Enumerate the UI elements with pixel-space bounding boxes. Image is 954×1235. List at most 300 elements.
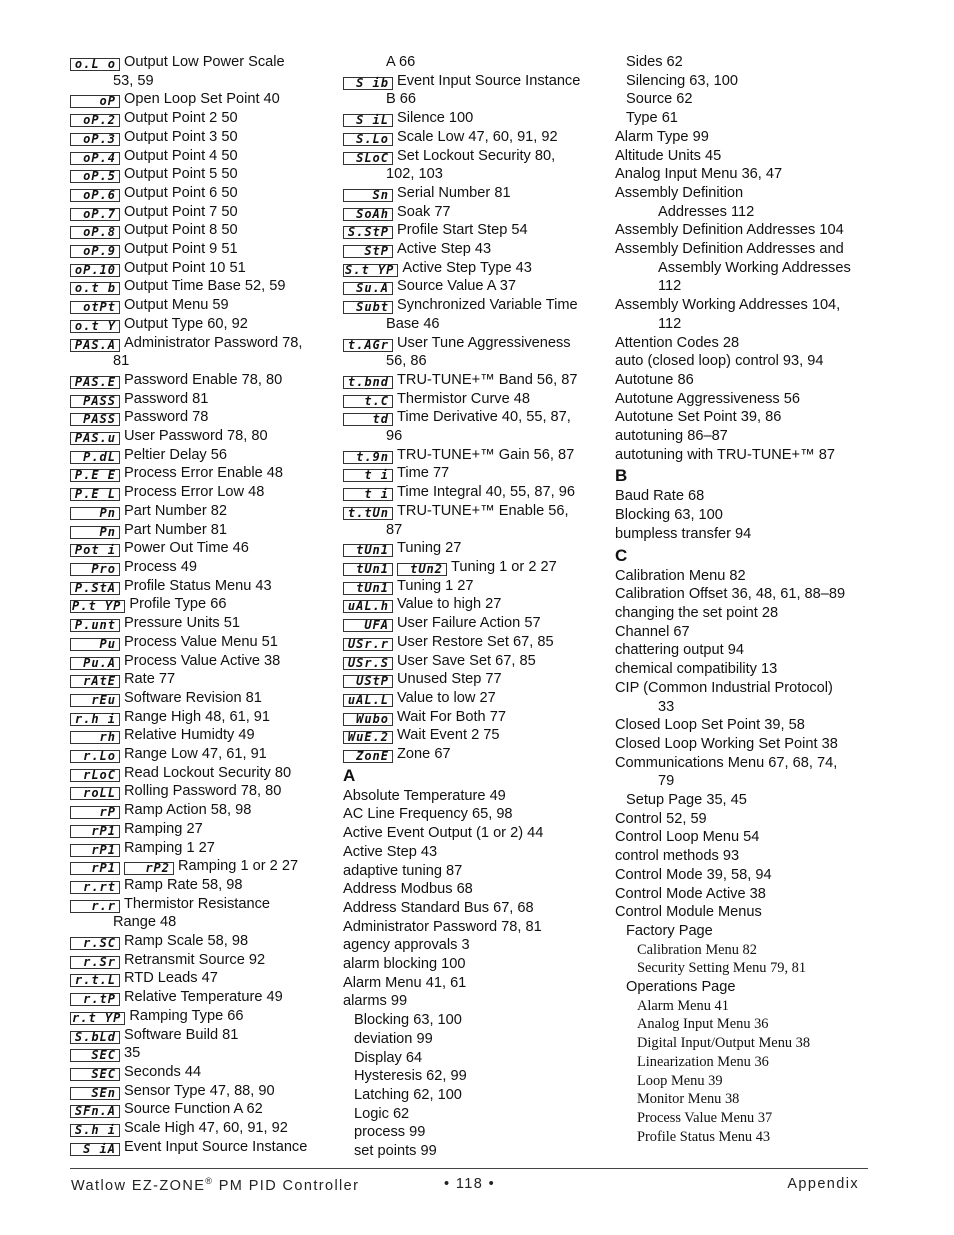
index-entry xyxy=(70,109,332,128)
footer-rule xyxy=(70,1168,868,1169)
entry-text: Assembly Definition Addresses 104 xyxy=(615,222,844,239)
index-entry xyxy=(615,1015,873,1034)
entry-continuation: A 66 xyxy=(386,54,416,70)
index-entry xyxy=(615,903,873,922)
entry-text: User Tune Aggressiveness xyxy=(397,334,571,351)
footer-section: Appendix xyxy=(787,1176,859,1192)
index-entry xyxy=(343,899,605,918)
index-entry xyxy=(70,857,332,876)
display-code-icon: r.r xyxy=(70,900,120,913)
entry-text: Closed Loop Set Point 39, 58 xyxy=(615,717,805,734)
display-code-icon: oP.2 xyxy=(70,114,120,127)
display-code-icon: Wubo xyxy=(343,713,393,726)
entry-text: Password 78 xyxy=(124,409,209,426)
index-entry xyxy=(343,296,605,315)
index-entry xyxy=(343,128,605,147)
display-code-icon: S.bLd xyxy=(70,1031,120,1044)
display-code-icon: tUn1 xyxy=(343,544,393,557)
index-entry xyxy=(615,922,873,941)
entry-text: Scale Low 47, 60, 91, 92 xyxy=(397,128,558,145)
display-code-icon: oP xyxy=(70,95,120,108)
entry-text: autotuning with TRU-TUNE+™ 87 xyxy=(615,446,835,463)
display-code-icon: o.t b xyxy=(70,282,120,295)
index-entry xyxy=(615,959,873,978)
index-entry xyxy=(70,1119,332,1138)
index-entry xyxy=(343,1086,605,1105)
entry-text: Alarm Type 99 xyxy=(615,128,709,145)
index-entry xyxy=(615,885,873,904)
display-code-icon: UStP xyxy=(343,675,393,688)
entry-text: Output Menu 59 xyxy=(124,297,229,314)
index-entry xyxy=(615,754,873,773)
display-code-icon: USr.r xyxy=(343,638,393,651)
display-code-icon: Pot i xyxy=(70,544,120,557)
index-entry xyxy=(343,787,605,806)
index-entry xyxy=(70,876,332,895)
entry-text: Output Time Base 52, 59 xyxy=(124,278,286,295)
display-code-icon: P.E E xyxy=(70,469,120,482)
index-entry xyxy=(70,1044,332,1063)
index-entry xyxy=(343,670,605,689)
entry-text: Ramp Action 58, 98 xyxy=(124,802,252,819)
entry-text: process 99 xyxy=(354,1124,426,1141)
entry-text: alarms 99 xyxy=(343,993,408,1010)
display-code-icon: Pn xyxy=(70,507,120,520)
display-code-icon: r.t.L xyxy=(70,974,120,987)
entry-text: Ramping 27 xyxy=(124,820,203,837)
display-code-icon: tUn1 xyxy=(343,582,393,595)
display-code-icon: t.C xyxy=(343,395,393,408)
entry-text: Output Point 6 50 xyxy=(124,184,238,201)
entry-text: Operations Page xyxy=(626,979,736,996)
index-entry xyxy=(615,147,873,166)
index-entry xyxy=(343,446,605,465)
display-code-icon: oP.5 xyxy=(70,170,120,183)
entry-text: Administrator Password 78, 81 xyxy=(343,918,542,935)
index-entry xyxy=(70,446,332,465)
entry-text: User Restore Set 67, 85 xyxy=(397,633,554,650)
index-entry xyxy=(343,558,605,577)
entry-text: Process Value Active 38 xyxy=(124,652,281,669)
page-number: • 118 • xyxy=(444,1176,496,1192)
index-entry xyxy=(343,109,605,128)
display-code-icon: rP xyxy=(70,806,120,819)
display-code-icon: rP1 xyxy=(70,844,120,857)
display-code-icon: PASS xyxy=(70,413,120,426)
display-code-icon: S ib xyxy=(343,77,393,90)
index-entry xyxy=(343,974,605,993)
entry-text: Linearization Menu 36 xyxy=(637,1053,769,1070)
index-entry xyxy=(343,862,605,881)
index-entry xyxy=(70,259,332,278)
entry-text: Control Module Menus xyxy=(615,904,762,921)
entry-text: Attention Codes 28 xyxy=(615,334,740,351)
display-code-icon: PASS xyxy=(70,395,120,408)
entry-text: Profile Start Step 54 xyxy=(397,222,528,239)
index-entry xyxy=(343,483,605,502)
entry-text: Address Standard Bus 67, 68 xyxy=(343,899,534,916)
entry-text: Power Out Time 46 xyxy=(124,540,249,557)
index-entry xyxy=(615,828,873,847)
index-entry xyxy=(343,1011,605,1030)
index-entry xyxy=(70,464,332,483)
display-code-icon: oP.8 xyxy=(70,226,120,239)
entry-text: Blocking 63, 100 xyxy=(354,1012,462,1029)
index-entry xyxy=(615,679,873,698)
entry-text: Control 52, 59 xyxy=(615,810,707,827)
entry-text: Unused Step 77 xyxy=(397,671,502,688)
index-entry xyxy=(70,951,332,970)
index-entry xyxy=(615,408,873,427)
index-entry xyxy=(615,941,873,960)
entry-text: Ramping 1 or 2 27 xyxy=(178,858,299,875)
entry-text: Set Lockout Security 80, xyxy=(397,147,556,164)
entry-text: Display 64 xyxy=(354,1049,423,1066)
entry-continuation: B 66 xyxy=(386,91,417,108)
entry-text: Read Lockout Security 80 xyxy=(124,764,292,781)
index-entry xyxy=(615,716,873,735)
index-entry xyxy=(615,427,873,446)
index-entry xyxy=(70,334,332,353)
index-entry xyxy=(343,464,605,483)
index-entry xyxy=(70,165,332,184)
entry-text: Password Enable 78, 80 xyxy=(124,371,283,388)
entry-text: bumpless transfer 94 xyxy=(615,525,752,542)
entry-text: Alarm Menu 41, 61 xyxy=(343,974,467,991)
entry-text: Profile Status Menu 43 xyxy=(637,1128,771,1145)
index-entry xyxy=(615,352,873,371)
index-entry xyxy=(615,390,873,409)
entry-text: Ramp Rate 58, 98 xyxy=(124,876,243,893)
display-code-icon: S.h i xyxy=(70,1124,120,1137)
entry-text: Baud Rate 68 xyxy=(615,488,705,505)
entry-continuation: Addresses 112 xyxy=(658,203,755,220)
entry-text: Calibration Menu 82 xyxy=(615,567,746,584)
entry-text: AC Line Frequency 65, 98 xyxy=(343,806,513,823)
index-entry xyxy=(343,614,605,633)
entry-text: Software Revision 81 xyxy=(124,689,262,706)
index-entry xyxy=(70,1063,332,1082)
display-code-icon: SEC xyxy=(70,1049,120,1062)
index-entry xyxy=(343,221,605,240)
display-code-icon: uAL.L xyxy=(343,694,393,707)
display-code-icon: r.h i xyxy=(70,713,120,726)
index-entry xyxy=(70,839,332,858)
entry-text: Silence 100 xyxy=(397,110,474,127)
entry-text: Source Value A 37 xyxy=(397,278,517,295)
index-entry xyxy=(615,1109,873,1128)
index-entry xyxy=(343,259,605,278)
entry-text: Administrator Password 78, xyxy=(124,334,303,351)
index-entry xyxy=(615,604,873,623)
entry-text: agency approvals 3 xyxy=(343,937,470,954)
entry-continuation: 112 xyxy=(658,315,682,332)
display-code-icon: roLL xyxy=(70,787,120,800)
entry-text: Rolling Password 78, 80 xyxy=(124,783,282,800)
entry-text: Analog Input Menu 36 xyxy=(637,1016,769,1033)
index-entry xyxy=(615,221,873,240)
index-entry xyxy=(343,726,605,745)
index-entry xyxy=(343,745,605,764)
index-entry xyxy=(70,652,332,671)
index-entry xyxy=(70,670,332,689)
index-entry xyxy=(343,147,605,166)
entry-text: User Failure Action 57 xyxy=(397,615,541,632)
index-entry xyxy=(70,296,332,315)
index-entry xyxy=(615,446,873,465)
index-column-2 xyxy=(343,53,605,1161)
index-entry xyxy=(343,1067,605,1086)
entry-text: Output Point 5 50 xyxy=(124,166,238,183)
entry-text: set points 99 xyxy=(354,1143,437,1160)
entry-text: Part Number 82 xyxy=(124,502,228,519)
entry-text: Digital Input/Output Menu 38 xyxy=(637,1035,811,1052)
entry-text: Range High 48, 61, 91 xyxy=(124,708,271,725)
display-code-icon: PAS.E xyxy=(70,376,120,389)
index-entry xyxy=(70,820,332,839)
index-entry xyxy=(343,595,605,614)
entry-text: auto (closed loop) control 93, 94 xyxy=(615,353,824,370)
entry-text: Ramp Scale 58, 98 xyxy=(124,933,249,950)
section-letter: B xyxy=(615,466,628,486)
entry-text: Profile Status Menu 43 xyxy=(124,577,272,594)
index-entry xyxy=(615,128,873,147)
index-entry xyxy=(343,240,605,259)
index-entry xyxy=(343,390,605,409)
entry-text: Relative Humidty 49 xyxy=(124,727,255,744)
index-entry xyxy=(70,371,332,390)
display-code-icon: S.t YP xyxy=(343,264,398,277)
index-entry xyxy=(615,1072,873,1091)
entry-text: Output Point 9 51 xyxy=(124,241,238,258)
display-code-icon: oP.7 xyxy=(70,208,120,221)
index-entry xyxy=(343,708,605,727)
entry-text: Alarm Menu 41 xyxy=(637,997,729,1014)
index-entry xyxy=(615,296,873,315)
display-code-icon: r.SC xyxy=(70,937,120,950)
index-entry xyxy=(615,623,873,642)
index-entry xyxy=(70,502,332,521)
entry-text: Ramping 1 27 xyxy=(124,839,215,856)
display-code-icon: oP.9 xyxy=(70,245,120,258)
index-entry xyxy=(615,641,873,660)
entry-text: TRU-TUNE+™ Band 56, 87 xyxy=(397,371,578,388)
entry-text: Relative Temperature 49 xyxy=(124,989,283,1006)
entry-text: Thermistor Curve 48 xyxy=(397,390,531,407)
entry-text: Active Step 43 xyxy=(397,241,492,258)
index-entry xyxy=(343,992,605,1011)
entry-continuation: 96 xyxy=(386,428,403,445)
index-entry xyxy=(615,866,873,885)
entry-text: RTD Leads 47 xyxy=(124,970,218,987)
display-code-icon: tUn1 xyxy=(343,563,393,576)
index-entry xyxy=(615,371,873,390)
entry-text: Calibration Menu 82 xyxy=(637,941,757,958)
index-entry xyxy=(615,1128,873,1147)
entry-text: Open Loop Set Point 40 xyxy=(124,91,280,108)
entry-text: Source Function A 62 xyxy=(124,1101,263,1118)
index-entry xyxy=(343,408,605,427)
entry-text: Security Setting Menu 79, 81 xyxy=(637,960,807,977)
index-column-1 xyxy=(70,53,332,1156)
entry-text: Closed Loop Working Set Point 38 xyxy=(615,735,838,752)
entry-continuation: 81 xyxy=(113,353,130,370)
entry-text: Active Step 43 xyxy=(343,843,438,860)
entry-text: Latching 62, 100 xyxy=(354,1086,462,1103)
display-code-icon: rAtE xyxy=(70,675,120,688)
display-code-icon: StP xyxy=(343,245,393,258)
entry-text: Value to high 27 xyxy=(397,596,502,613)
entry-text: Retransmit Source 92 xyxy=(124,951,266,968)
index-entry xyxy=(70,240,332,259)
entry-text: Output Point 3 50 xyxy=(124,128,238,145)
index-entry xyxy=(615,506,873,525)
index-entry xyxy=(615,90,873,109)
display-code-icon: P.unt xyxy=(70,619,120,632)
display-code-icon: USr.S xyxy=(343,657,393,670)
entry-text: Logic 62 xyxy=(354,1105,410,1122)
entry-continuation: Assembly Working Addresses xyxy=(658,259,851,276)
index-entry xyxy=(615,791,873,810)
entry-continuation: 33 xyxy=(658,698,675,715)
display-code-icon: P.StA xyxy=(70,582,120,595)
display-code-icon: Pn xyxy=(70,526,120,539)
entry-text: autotuning 86–87 xyxy=(615,428,728,445)
entry-text: Output Point 4 50 xyxy=(124,147,238,164)
display-code-icon: otPt xyxy=(70,301,120,314)
entry-text: Thermistor Resistance xyxy=(124,895,270,912)
entry-text: Control Mode Active 38 xyxy=(615,885,766,902)
index-entry xyxy=(615,735,873,754)
index-entry xyxy=(615,240,873,259)
entry-text: Hysteresis 62, 99 xyxy=(354,1068,467,1085)
index-entry xyxy=(615,109,873,128)
index-entry xyxy=(70,277,332,296)
index-entry xyxy=(70,895,332,914)
entry-text: Output Type 60, 92 xyxy=(124,315,248,332)
display-code-icon: rh xyxy=(70,731,120,744)
index-entry xyxy=(615,1034,873,1053)
entry-text: control methods 93 xyxy=(615,848,740,865)
entry-text: TRU-TUNE+™ Enable 56, xyxy=(397,502,569,519)
entry-text: Autotune Set Point 39, 86 xyxy=(615,409,782,426)
index-entry xyxy=(343,633,605,652)
entry-text: Communications Menu 67, 68, 74, xyxy=(615,754,838,771)
index-column-3 xyxy=(615,53,873,1146)
display-code-icon: Su.A xyxy=(343,282,393,295)
index-entry xyxy=(70,1082,332,1101)
index-entry xyxy=(70,1100,332,1119)
index-entry xyxy=(615,165,873,184)
entry-text: Output Low Power Scale xyxy=(124,54,285,70)
entry-text: Zone 67 xyxy=(397,746,451,763)
index-entry xyxy=(70,221,332,240)
display-code-icon: r.Sr xyxy=(70,956,120,969)
index-entry xyxy=(343,203,605,222)
display-code-icon: r.rt xyxy=(70,881,120,894)
index-entry xyxy=(70,764,332,783)
entry-text: Output Point 8 50 xyxy=(124,222,238,239)
entry-text: Output Point 7 50 xyxy=(124,203,238,220)
index-entry xyxy=(70,726,332,745)
entry-text: changing the set point 28 xyxy=(615,604,779,621)
index-entry xyxy=(70,539,332,558)
entry-text: Synchronized Variable Time xyxy=(397,297,578,314)
display-code-icon: SLoC xyxy=(343,152,393,165)
index-entry xyxy=(70,147,332,166)
display-code-icon: SEn xyxy=(70,1087,120,1100)
index-entry xyxy=(70,614,332,633)
index-entry xyxy=(70,1138,332,1157)
index-entry xyxy=(615,978,873,997)
entry-continuation: 53, 59 xyxy=(113,72,154,89)
footer-title: Watlow EZ-ZONE® PM PID Controller xyxy=(71,1176,360,1194)
index-entry xyxy=(343,539,605,558)
display-code-icon: o.t Y xyxy=(70,320,120,333)
entry-text: Active Event Output (1 or 2) 44 xyxy=(343,825,544,842)
entry-text: Process Value Menu 37 xyxy=(637,1109,773,1126)
entry-text: CIP (Common Industrial Protocol) xyxy=(615,679,833,696)
entry-text: Rate 77 xyxy=(124,671,176,688)
display-code-icon: PAS.u xyxy=(70,432,120,445)
entry-continuation: Base 46 xyxy=(386,315,440,332)
index-entry xyxy=(70,390,332,409)
entry-text: Loop Menu 39 xyxy=(637,1072,723,1089)
display-code-icon: r.Lo xyxy=(70,750,120,763)
display-code-icon: SoAh xyxy=(343,208,393,221)
index-entry xyxy=(615,525,873,544)
entry-text: Tuning 1 or 2 27 xyxy=(451,558,557,575)
index-entry xyxy=(343,502,605,521)
entry-text: alarm blocking 100 xyxy=(343,956,466,973)
index-entry xyxy=(70,633,332,652)
section-letter: C xyxy=(615,545,628,565)
entry-text: Wait For Both 77 xyxy=(397,708,506,725)
section-letter: A xyxy=(343,765,356,785)
entry-continuation: 87 xyxy=(386,521,403,538)
index-entry xyxy=(70,1007,332,1026)
index-entry xyxy=(615,487,873,506)
index-entry xyxy=(70,708,332,727)
index-entry xyxy=(70,782,332,801)
entry-text: Analog Input Menu 36, 47 xyxy=(615,166,783,183)
entry-text: Monitor Menu 38 xyxy=(637,1091,740,1108)
entry-text: Output Point 2 50 xyxy=(124,110,238,127)
entry-text: Process Error Low 48 xyxy=(124,484,265,501)
display-code-icon: WuE.2 xyxy=(343,731,393,744)
entry-text: Setup Page 35, 45 xyxy=(626,792,747,809)
display-code-icon: Pro xyxy=(70,563,120,576)
entry-text: Software Build 81 xyxy=(124,1026,239,1043)
display-code-icon: S.StP xyxy=(343,226,393,239)
entry-text: Source 62 xyxy=(626,91,693,108)
entry-text: chemical compatibility 13 xyxy=(615,661,778,678)
entry-text: TRU-TUNE+™ Gain 56, 87 xyxy=(397,446,575,463)
display-code-icon: P.t YP xyxy=(70,600,125,613)
entry-text: Channel 67 xyxy=(615,623,690,640)
entry-text: Process Error Enable 48 xyxy=(124,465,283,482)
entry-text: Assembly Working Addresses 104, xyxy=(615,297,841,314)
display-code-icon: rP1 xyxy=(70,825,120,838)
entry-text: Type 61 xyxy=(626,110,678,127)
index-entry xyxy=(343,936,605,955)
index-entry xyxy=(343,805,605,824)
display-code-icon: P.E L xyxy=(70,488,120,501)
index-entry xyxy=(343,824,605,843)
display-code-icon: Subt xyxy=(343,301,393,314)
entry-continuation: Range 48 xyxy=(113,914,177,931)
index-entry xyxy=(615,567,873,586)
